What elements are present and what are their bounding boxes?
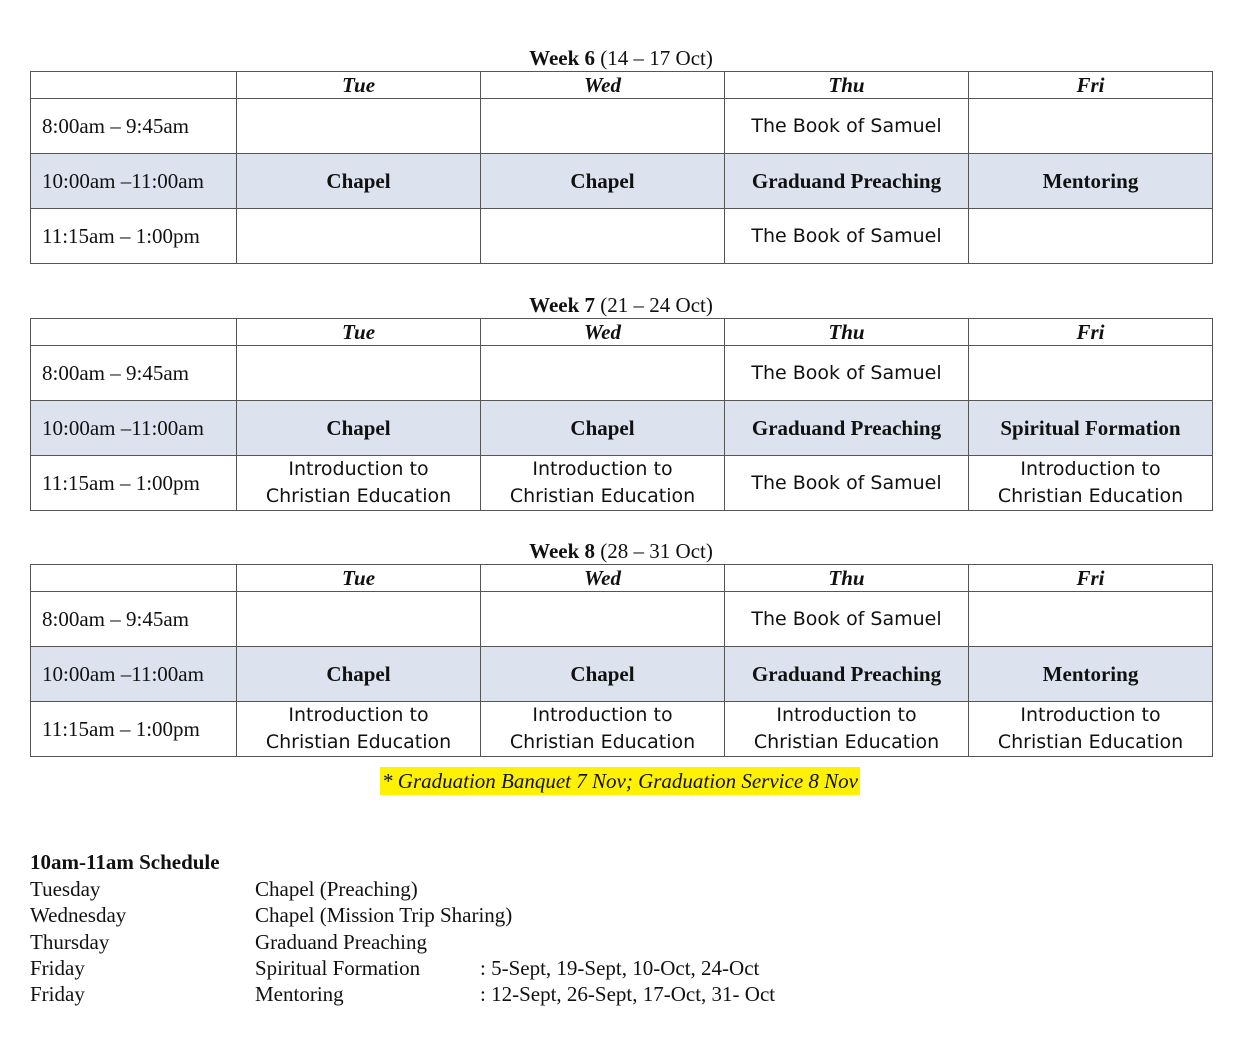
time-slot: 8:00am – 9:45am <box>31 346 237 401</box>
table-row <box>31 99 1213 154</box>
day-header-wed: Wed <box>481 72 725 99</box>
time-slot: 11:15am – 1:00pm <box>31 456 237 511</box>
class-cell: The Book of Samuel <box>725 456 969 511</box>
class-cell: The Book of Samuel <box>725 346 969 401</box>
class-cell: Chapel <box>481 401 725 456</box>
schedule-activity: Chapel (Preaching) <box>255 877 418 901</box>
schedule-day: Thursday <box>30 930 110 954</box>
class-cell <box>969 346 1213 401</box>
class-cell <box>481 99 725 154</box>
graduation-note-text: * Graduation Banquet 7 Nov; Graduation Service 8 Nov <box>382 769 858 793</box>
week-7-table <box>30 318 1213 511</box>
time-slot: 11:15am – 1:00pm <box>31 702 237 757</box>
schedule-row <box>30 956 930 982</box>
class-cell: Introduction to Christian Education <box>725 702 969 757</box>
class-cell: Chapel <box>237 154 481 209</box>
time-slot: 10:00am –11:00am <box>31 647 237 702</box>
table-row <box>31 154 1213 209</box>
week-8-title <box>30 539 1212 563</box>
class-cell: Graduand Preaching <box>725 647 969 702</box>
schedule-activity: Spiritual Formation <box>255 956 421 980</box>
table-row <box>31 209 1213 264</box>
table-row <box>31 401 1213 456</box>
class-cell: Introduction to Christian Education <box>969 456 1213 511</box>
day-header-fri: Fri <box>969 319 1213 346</box>
week-8-dates: (28 – 31 Oct) <box>600 539 713 563</box>
class-cell: Mentoring <box>969 154 1213 209</box>
class-cell <box>969 209 1213 264</box>
schedule-title: 10am-11am Schedule <box>30 850 220 874</box>
class-cell: Introduction to Christian Education <box>481 456 725 511</box>
week-6-title <box>30 46 1212 70</box>
schedule-dates: : 5-Sept, 19-Sept, 10-Oct, 24-Oct <box>480 956 760 980</box>
day-header-thu: Thu <box>725 565 969 592</box>
header-row <box>31 72 1213 99</box>
class-cell <box>237 99 481 154</box>
schedule-row <box>30 903 930 929</box>
day-header-tue: Tue <box>237 72 481 99</box>
schedule-day: Friday <box>30 982 85 1006</box>
corner-cell <box>31 319 237 346</box>
day-header-wed: Wed <box>481 565 725 592</box>
day-header-thu: Thu <box>725 319 969 346</box>
week-8-table <box>30 564 1213 757</box>
header-row <box>31 319 1213 346</box>
table-row <box>31 702 1213 757</box>
day-header-fri: Fri <box>969 565 1213 592</box>
class-cell <box>481 209 725 264</box>
class-cell: Mentoring <box>969 647 1213 702</box>
time-slot: 10:00am –11:00am <box>31 401 237 456</box>
week-8-label: Week 8 <box>529 539 596 563</box>
class-cell: The Book of Samuel <box>725 209 969 264</box>
table-row <box>31 346 1213 401</box>
schedule-activity: Graduand Preaching <box>255 930 428 954</box>
schedule-dates: : 12-Sept, 26-Sept, 17-Oct, 31- Oct <box>480 982 776 1006</box>
schedule-row <box>30 877 930 903</box>
time-slot: 8:00am – 9:45am <box>31 592 237 647</box>
class-cell <box>237 209 481 264</box>
table-row <box>31 592 1213 647</box>
day-header-fri: Fri <box>969 72 1213 99</box>
class-cell: The Book of Samuel <box>725 592 969 647</box>
time-slot: 8:00am – 9:45am <box>31 99 237 154</box>
class-cell: Introduction to Christian Education <box>969 702 1213 757</box>
schedule-day: Tuesday <box>30 877 101 901</box>
week-7-dates: (21 – 24 Oct) <box>600 293 713 317</box>
schedule-row <box>30 930 930 956</box>
class-cell: Spiritual Formation <box>969 401 1213 456</box>
class-cell: Chapel <box>237 647 481 702</box>
class-cell <box>237 592 481 647</box>
class-cell <box>481 346 725 401</box>
class-cell: The Book of Samuel <box>725 99 969 154</box>
class-cell <box>237 346 481 401</box>
class-cell <box>481 592 725 647</box>
table-row <box>31 456 1213 511</box>
class-cell: Introduction to Christian Education <box>237 456 481 511</box>
class-cell <box>969 99 1213 154</box>
time-slot: 11:15am – 1:00pm <box>31 209 237 264</box>
time-slot: 10:00am –11:00am <box>31 154 237 209</box>
graduation-note <box>0 769 1240 794</box>
week-6-dates: (14 – 17 Oct) <box>600 46 713 70</box>
week-7-label: Week 7 <box>529 293 596 317</box>
day-header-thu: Thu <box>725 72 969 99</box>
header-row <box>31 565 1213 592</box>
class-cell: Chapel <box>237 401 481 456</box>
schedule-row <box>30 982 930 1008</box>
class-cell: Introduction to Christian Education <box>481 702 725 757</box>
schedule-activity: Chapel (Mission Trip Sharing) <box>255 903 513 927</box>
class-cell: Graduand Preaching <box>725 401 969 456</box>
schedule-day: Friday <box>30 956 85 980</box>
week-6-table <box>30 71 1213 264</box>
schedule-day: Wednesday <box>30 903 127 927</box>
class-cell: Introduction to Christian Education <box>237 702 481 757</box>
corner-cell <box>31 565 237 592</box>
corner-cell <box>31 72 237 99</box>
day-header-wed: Wed <box>481 319 725 346</box>
class-cell: Graduand Preaching <box>725 154 969 209</box>
schedule-activity: Mentoring <box>255 982 344 1006</box>
class-cell: Chapel <box>481 647 725 702</box>
class-cell: Chapel <box>481 154 725 209</box>
day-header-tue: Tue <box>237 565 481 592</box>
table-row <box>31 647 1213 702</box>
day-header-tue: Tue <box>237 319 481 346</box>
week-7-title <box>30 293 1212 317</box>
week-6-label: Week 6 <box>529 46 596 70</box>
class-cell <box>969 592 1213 647</box>
